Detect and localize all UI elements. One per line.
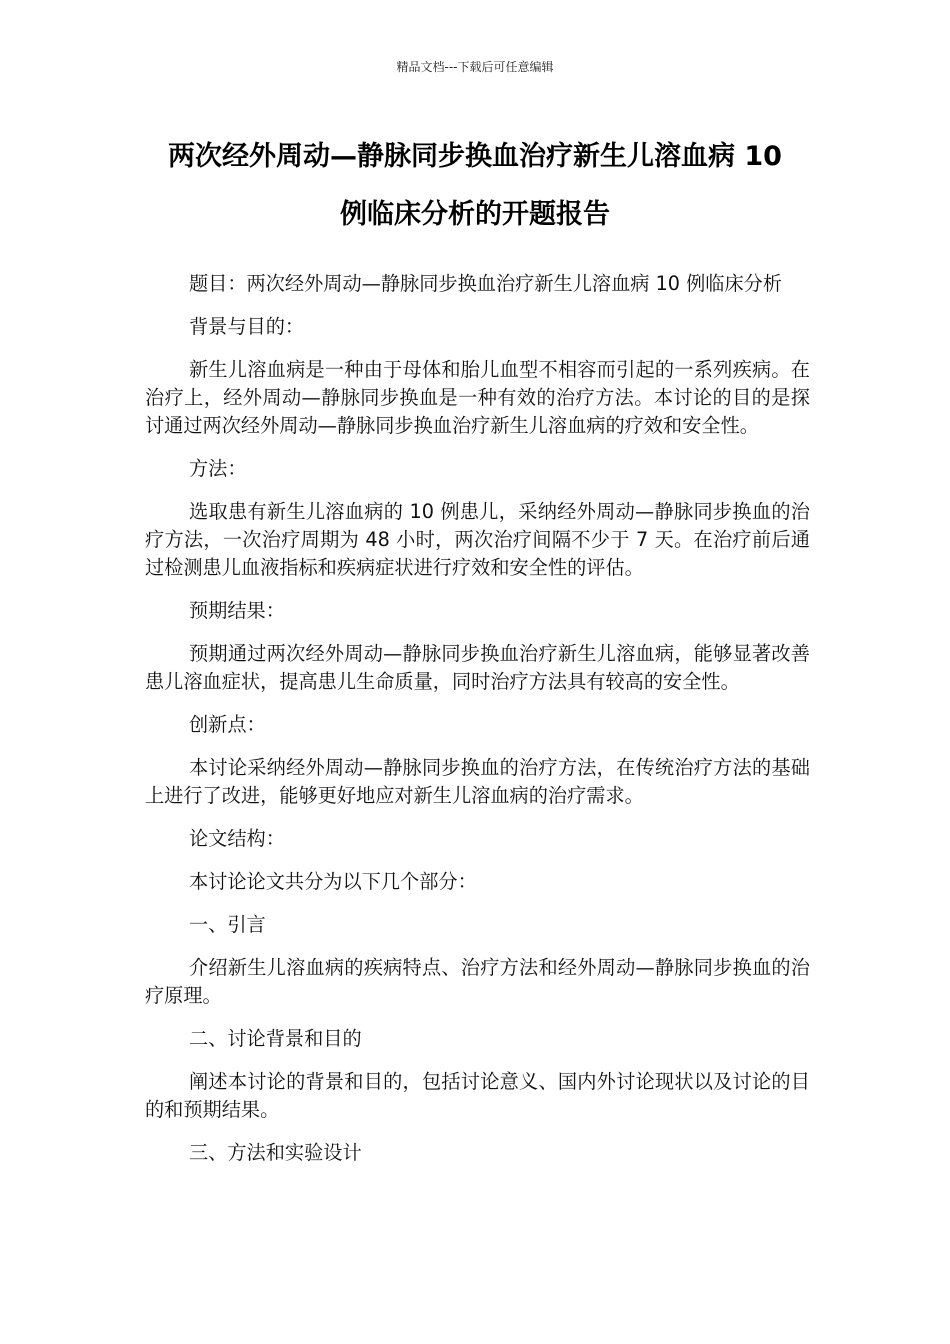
- section-heading-methods-design: 三、方法和实验设计: [189, 1141, 362, 1164]
- background-paragraph: 新生儿溶血病是一种由于母体和胎儿血型不相容而引起的一系列疾病。在治疗上，经外周动—静脉同步换血是一种有效的治疗方法。本讨论的目的是探讨通过两次经外周动—静脉同步换血治疗新生儿溶血病的疗效和安全性。: [145, 358, 810, 437]
- introduction-paragraph: 介绍新生儿溶血病的疾病特点、治疗方法和经外周动—静脉同步换血的治疗原理。: [145, 956, 810, 1007]
- section-heading-method: 方法：: [189, 457, 247, 480]
- document-title-line-2: 例临床分析的开题报告: [340, 199, 610, 230]
- structure-intro-paragraph: 本讨论论文共分为以下几个部分：: [189, 870, 477, 893]
- section-heading-background: 背景与目的：: [189, 315, 305, 338]
- document-title-line-1: 两次经外周动—静脉同步换血治疗新生儿溶血病 10: [168, 141, 782, 172]
- section-heading-introduction: 一、引言: [189, 913, 266, 936]
- section-heading-expected-results: 预期结果：: [189, 599, 285, 622]
- innovation-paragraph: 本讨论采纳经外周动—静脉同步换血的治疗方法，在传统治疗方法的基础上进行了改进，能够更好地应对新生儿溶血病的治疗需求。: [145, 756, 810, 807]
- background-purpose-paragraph: 阐述本讨论的背景和目的，包括讨论意义、国内外讨论现状以及讨论的目的和预期结果。: [145, 1070, 810, 1121]
- section-heading-innovation: 创新点：: [189, 713, 266, 736]
- expected-results-paragraph: 预期通过两次经外周动—静脉同步换血治疗新生儿溶血病，能够显著改善患儿溶血症状，提高患儿生命质量，同时治疗方法具有较高的安全性。: [145, 642, 810, 693]
- method-paragraph: 选取患有新生儿溶血病的 10 例患儿，采纳经外周动—静脉同步换血的治疗方法，一次治疗周期为 48 小时，两次治疗间隔不少于 7 天。在治疗前后通过检测患儿血液指标和疾病症状进行疗效和安全性的评估。: [145, 500, 810, 579]
- section-heading-background-purpose: 二、讨论背景和目的: [189, 1027, 362, 1050]
- page-header: 精品文档---下载后可任意编辑: [396, 60, 554, 74]
- topic-paragraph: 题目：两次经外周动—静脉同步换血治疗新生儿溶血病 10 例临床分析: [189, 272, 783, 295]
- section-heading-structure: 论文结构：: [189, 827, 285, 850]
- document-body: [145, 270, 810, 1182]
